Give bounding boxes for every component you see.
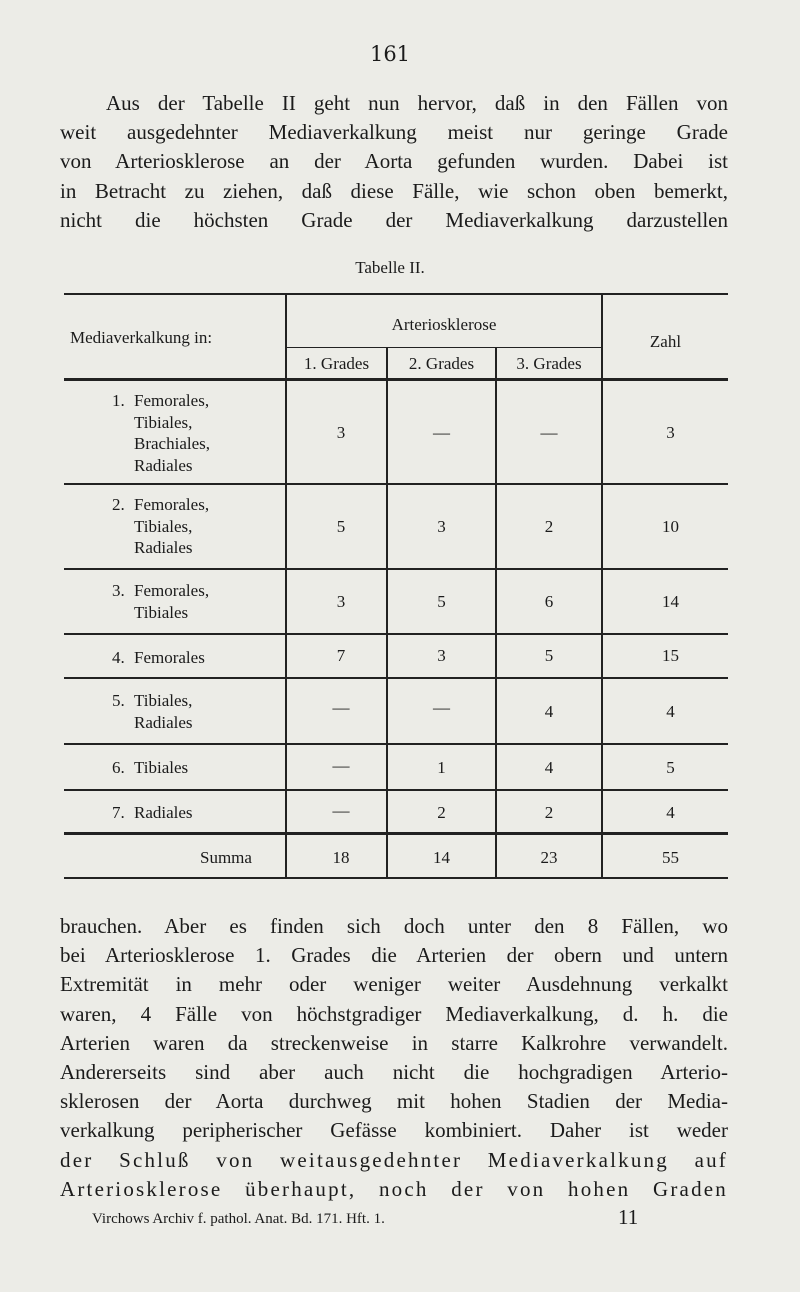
cell-zahl: 4 [666,803,675,822]
cell-grade-3: 2 [544,517,554,536]
text-line: verkalkung peripherischer Gefässe kombiniert. Daher ist weder [60,1118,728,1143]
row-label: Tibiales [134,602,189,622]
table-rule [64,789,728,791]
table-rule [64,633,728,635]
cell-grade-2: 5 [437,592,446,611]
table-col-rule [601,295,603,877]
row-label: Radiales [134,712,193,732]
cell-grade-2: 3 [437,517,446,536]
row-label: Tibiales, [134,691,193,710]
text-line: waren, 4 Fälle von höchstgradiger Mediaverkalkung, d. h. die [60,1001,728,1026]
table-rule [64,743,728,745]
table-rule-bottom [64,877,728,879]
row-label: Tibiales, [134,412,193,432]
row-label: Femorales, [134,391,210,410]
summa-grade-1: 18 [332,848,350,867]
paragraph-bottom [60,912,728,1204]
header-grade-3: 3. Grades [516,354,582,373]
row-label: Tibiales, [134,516,193,536]
cell-grade-1: — [332,756,350,775]
cell-grade-2: — [433,423,450,442]
footer-signature: 11 [618,1205,639,1229]
row-number: 3. [112,581,125,600]
text-line: weit ausgedehnter Mediaverkalkung meist nur geringe Grade [60,120,728,145]
header-arteriosklerose: Arteriosklerose [391,315,497,334]
cell-grade-3: 5 [544,646,554,665]
text-line: bei Arteriosklerose 1. Grades die Arterien der obern und untern [60,943,728,968]
cell-grade-1: 3 [336,423,346,442]
row-label: Radiales [134,538,193,557]
cell-zahl: 14 [662,592,679,611]
text-line: der Schluß von weitausgedehnter Mediaverkalkung auf [60,1147,728,1172]
row-label: Femorales [134,648,205,667]
text-line: Arteriosklerose überhaupt, noch der von hohen Graden [60,1176,728,1201]
row-number: 7. [112,803,125,822]
cell-zahl: 3 [666,423,675,442]
summa-label: Summa [200,848,252,867]
row-label: Radiales [134,455,193,475]
cell-grade-1: 5 [336,517,346,536]
cell-grade-1: 3 [336,592,346,611]
summa-grade-2: 14 [433,848,450,867]
table-rule [64,677,728,679]
table-rule [64,568,728,570]
page-number: 161 [369,42,411,66]
table-title: Tabelle II. [355,258,425,277]
text-line: Arterien waren da streckenweise in starre Kalkrohre verwandelt. [60,1030,728,1055]
row-number: 4. [112,648,125,667]
cell-grade-3: — [540,423,558,442]
cell-grade-2: 1 [437,758,446,777]
table-rule-subheader [286,347,602,348]
header-grade-1: 1. Grades [303,354,370,373]
table-col-rule [285,295,287,877]
table-rule [64,483,728,485]
cell-grade-2: 2 [437,803,446,822]
table-rule-top [64,293,728,295]
cell-grade-3: 2 [544,803,554,822]
text-line: Aus der Tabelle II geht nun hervor, daß in den Fällen von [106,91,728,115]
cell-zahl: 10 [662,517,679,536]
cell-zahl: 4 [666,702,675,721]
text-line: Extremität in mehr oder weniger weiter Ausdehnung verkalkt [60,972,728,997]
cell-zahl: 15 [662,646,679,665]
paragraph-top [60,89,728,235]
text-line: brauchen. Aber es finden sich doch unter den 8 Fällen, wo [60,914,728,938]
cell-grade-3: 4 [544,758,554,777]
row-label: Tibiales [134,758,189,777]
text-line: von Arteriosklerose an der Aorta gefunden wurden. Dabei ist [60,149,728,174]
table-rule-summa [64,832,728,835]
cell-grade-1: — [332,698,350,717]
row-label: Femorales, [134,581,210,600]
text-line: nicht die höchsten Grade der Mediaverkalkung darzustellen [60,207,728,232]
text-line: Andererseits sind aber auch nicht die hochgradigen Arterio- [60,1060,728,1085]
row-number: 6. [112,758,125,777]
cell-grade-1: — [332,801,350,820]
cell-grade-2: — [433,698,450,717]
cell-grade-3: 4 [544,702,554,721]
text-line: in Betracht zu ziehen, daß diese Fälle, wie schon oben bemerkt, [60,178,728,203]
summa-zahl: 55 [662,848,679,867]
header-grade-2: 2. Grades [408,354,475,373]
text-line: sklerosen der Aorta durchweg mit hohen Stadien der Media- [60,1089,728,1114]
row-number: 2. [112,495,125,514]
footer-journal: Virchows Archiv f. pathol. Anat. Bd. 171. Hft. 1. [92,1211,385,1227]
summa-grade-3: 23 [540,848,558,867]
row-number: 1. [112,391,125,410]
cell-grade-2: 3 [437,646,446,665]
header-media: Mediaverkalkung in: [70,328,213,347]
header-zahl: Zahl [649,332,682,351]
row-label: Radiales [134,803,193,822]
row-label: Brachiales, [134,434,210,453]
cell-grade-3: 6 [544,592,554,611]
cell-grade-1: 7 [336,646,346,665]
row-number: 5. [112,691,125,710]
row-label: Femorales, [134,495,210,514]
table-rule-header [64,378,728,381]
cell-zahl: 5 [666,758,675,777]
